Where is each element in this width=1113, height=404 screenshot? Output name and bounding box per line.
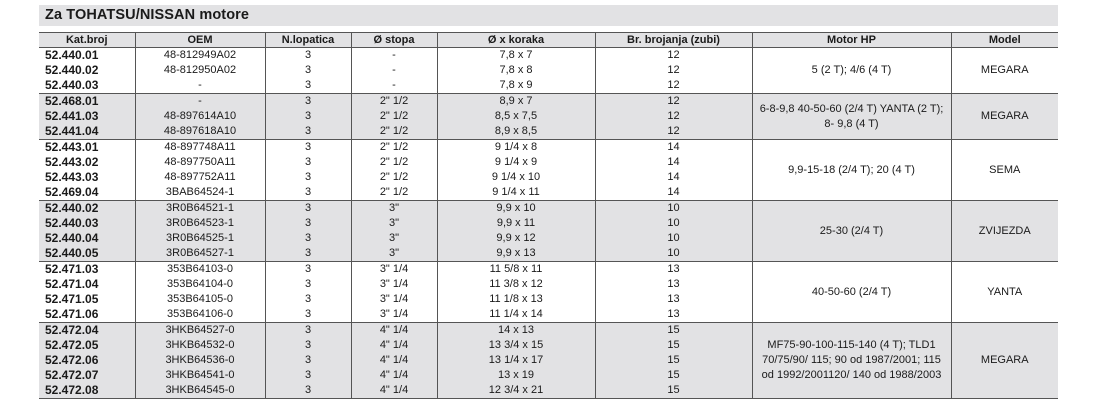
koraka-cell: 8,5 x 7,5 <box>437 109 595 124</box>
zubi-cell: 12 <box>595 124 752 140</box>
oem-cell: 48-897614A10 <box>135 109 265 124</box>
stopa-cell: 3" <box>351 201 437 217</box>
kat-broj-cell: 52.472.06 <box>39 353 135 368</box>
n-lopatica-cell: 3 <box>265 94 351 110</box>
zubi-cell: 13 <box>595 307 752 323</box>
koraka-cell: 9 1/4 x 9 <box>437 155 595 170</box>
stopa-cell: 2" 1/2 <box>351 140 437 156</box>
model-cell: YANTA <box>951 262 1058 323</box>
koraka-cell: 8,9 x 7 <box>437 94 595 110</box>
oem-cell: 3BAB64524-1 <box>135 185 265 201</box>
stopa-cell: - <box>351 48 437 64</box>
kat-broj-cell: 52.471.06 <box>39 307 135 323</box>
oem-cell: 3R0B64523-1 <box>135 216 265 231</box>
kat-broj-cell: 52.440.03 <box>39 216 135 231</box>
table-body <box>39 48 1058 399</box>
motor-hp-cell <box>752 94 951 140</box>
table-header-row <box>39 33 1058 48</box>
model-cell: MEGARA <box>951 94 1058 140</box>
zubi-cell: 15 <box>595 323 752 339</box>
n-lopatica-cell: 3 <box>265 246 351 262</box>
stopa-cell: 2" 1/2 <box>351 155 437 170</box>
oem-cell: 353B64106-0 <box>135 307 265 323</box>
kat-broj-cell: 52.472.08 <box>39 383 135 399</box>
column-header-motor-hp: Motor HP <box>752 33 951 48</box>
n-lopatica-cell: 3 <box>265 109 351 124</box>
n-lopatica-cell: 3 <box>265 323 351 339</box>
kat-broj-cell: 52.471.03 <box>45 262 99 276</box>
model-cell: SEMA <box>951 140 1058 201</box>
oem-cell: 48-897618A10 <box>135 124 265 140</box>
oem-cell: 48-897748A11 <box>135 140 265 156</box>
zubi-cell: 12 <box>595 109 752 124</box>
oem-cell: 3HKB64545-0 <box>135 383 265 399</box>
zubi-cell: 15 <box>595 338 752 353</box>
kat-broj-cell: 52.471.05 <box>45 292 99 306</box>
oem-cell: - <box>135 94 265 110</box>
n-lopatica-cell: 3 <box>265 368 351 383</box>
koraka-cell: 12 3/4 x 21 <box>437 383 595 399</box>
zubi-cell: 12 <box>595 94 752 110</box>
zubi-cell: 13 <box>595 277 752 292</box>
zubi-cell: 13 <box>595 292 752 307</box>
n-lopatica-cell: 3 <box>265 262 351 278</box>
stopa-cell: 4" 1/4 <box>351 383 437 399</box>
oem-cell: 48-897750A11 <box>135 155 265 170</box>
koraka-cell: 7,8 x 9 <box>437 78 595 94</box>
n-lopatica-cell: 3 <box>265 78 351 94</box>
zubi-cell: 15 <box>595 368 752 383</box>
kat-broj-cell: 52.440.02 <box>45 63 99 77</box>
column-header-stopa: Ø stopa <box>351 33 437 48</box>
stopa-cell: 3" 1/4 <box>351 262 437 278</box>
table-row <box>39 201 1058 217</box>
kat-broj-cell: 52.472.04 <box>39 323 135 339</box>
motor-hp-text: 40-50-60 (2/4 T) <box>811 285 892 298</box>
n-lopatica-cell: 3 <box>265 63 351 78</box>
n-lopatica-cell: 3 <box>265 307 351 323</box>
motor-hp-cell <box>752 201 951 262</box>
motor-hp-text: 9,9-15-18 (2/4 T); 20 (4 T) <box>788 163 915 176</box>
motor-hp-text: 5 (2 T); 4/6 (4 T) <box>811 64 892 76</box>
zubi-cell: 15 <box>595 353 752 368</box>
n-lopatica-cell: 3 <box>265 353 351 368</box>
zubi-cell: 10 <box>595 201 752 217</box>
zubi-cell: 12 <box>595 48 752 64</box>
koraka-cell: 9,9 x 13 <box>437 246 595 262</box>
zubi-cell: 10 <box>595 231 752 246</box>
koraka-cell: 14 x 13 <box>437 323 595 339</box>
column-header-oem: OEM <box>135 33 265 48</box>
motor-hp-cell <box>752 140 951 201</box>
koraka-cell: 9 1/4 x 11 <box>437 185 595 201</box>
n-lopatica-cell: 3 <box>265 48 351 64</box>
zubi-cell: 13 <box>595 262 752 278</box>
kat-broj-cell: 52.440.01 <box>45 48 99 62</box>
motor-hp-text: MF75-90-100-115-140 (4 T); TLD1 70/75/90/ 115; 90 od 1987/2001; 115 od 1992/2001120/ 140 od 1988/2003 <box>761 339 942 381</box>
oem-cell: 48-812950A02 <box>135 63 265 78</box>
kat-broj-cell: 52.440.04 <box>39 231 135 246</box>
stopa-cell: 3" <box>351 246 437 262</box>
column-header-model: Model <box>951 33 1058 48</box>
n-lopatica-cell: 3 <box>265 231 351 246</box>
model-cell: ZVIJEZDA <box>951 201 1058 262</box>
motor-hp-text: 6-8-9,8 40-50-60 (2/4 T) YANTA (2 T); 8- 9,8 (4 T) <box>759 102 944 130</box>
n-lopatica-cell: 3 <box>265 124 351 140</box>
n-lopatica-cell: 3 <box>265 185 351 201</box>
koraka-cell: 7,8 x 8 <box>437 63 595 78</box>
section-title: Za TOHATSU/NISSAN motore <box>45 7 250 23</box>
n-lopatica-cell: 3 <box>265 201 351 217</box>
oem-cell: 353B64103-0 <box>135 262 265 278</box>
motor-hp-cell <box>752 323 951 399</box>
oem-cell: 353B64104-0 <box>135 277 265 292</box>
stopa-cell: 3" 1/4 <box>351 277 437 292</box>
stopa-cell: 4" 1/4 <box>351 368 437 383</box>
koraka-cell: 9 1/4 x 8 <box>437 140 595 156</box>
n-lopatica-cell: 3 <box>265 216 351 231</box>
oem-cell: 3R0B64521-1 <box>135 201 265 217</box>
kat-broj-cell: 52.443.02 <box>45 155 99 169</box>
koraka-cell: 13 3/4 x 15 <box>437 338 595 353</box>
motor-hp-cell <box>752 262 951 323</box>
stopa-cell: 2" 1/2 <box>351 109 437 124</box>
stopa-cell: 4" 1/4 <box>351 323 437 339</box>
kat-broj-cell: 52.472.05 <box>39 338 135 353</box>
stopa-cell: 2" 1/2 <box>351 185 437 201</box>
stopa-cell: - <box>351 63 437 78</box>
table-row <box>39 94 1058 110</box>
kat-broj-cell: 52.472.07 <box>39 368 135 383</box>
koraka-cell: 11 1/8 x 13 <box>437 292 595 307</box>
table-row <box>39 140 1058 156</box>
koraka-cell: 9,9 x 12 <box>437 231 595 246</box>
kat-broj-cell: 52.471.04 <box>45 277 99 291</box>
zubi-cell: 14 <box>595 140 752 156</box>
kat-broj-cell: 52.441.04 <box>39 124 135 140</box>
kat-broj-cell: 52.468.01 <box>39 94 135 110</box>
koraka-cell: 13 1/4 x 17 <box>437 353 595 368</box>
stopa-cell: 2" 1/2 <box>351 170 437 185</box>
stopa-cell: 4" 1/4 <box>351 353 437 368</box>
kat-broj-cell: 52.443.03 <box>45 170 99 184</box>
table-row <box>39 323 1058 339</box>
n-lopatica-cell: 3 <box>265 140 351 156</box>
n-lopatica-cell: 3 <box>265 155 351 170</box>
section-title-bar <box>39 5 1058 26</box>
zubi-cell: 12 <box>595 78 752 94</box>
kat-broj-cell: 52.440.03 <box>39 78 135 94</box>
oem-cell: 3HKB64541-0 <box>135 368 265 383</box>
oem-cell: 353B64105-0 <box>135 292 265 307</box>
oem-cell: 3HKB64536-0 <box>135 353 265 368</box>
koraka-cell: 13 x 19 <box>437 368 595 383</box>
zubi-cell: 10 <box>595 216 752 231</box>
stopa-cell: 3" <box>351 216 437 231</box>
oem-cell: 48-812949A02 <box>135 48 265 64</box>
oem-cell: 3R0B64525-1 <box>135 231 265 246</box>
propeller-table <box>39 32 1058 399</box>
koraka-cell: 11 3/8 x 12 <box>437 277 595 292</box>
stopa-cell: - <box>351 78 437 94</box>
stopa-cell: 4" 1/4 <box>351 338 437 353</box>
koraka-cell: 9,9 x 10 <box>437 201 595 217</box>
table-row <box>39 262 1058 278</box>
zubi-cell: 14 <box>595 185 752 201</box>
stopa-cell: 3" 1/4 <box>351 292 437 307</box>
kat-broj-cell: 52.469.04 <box>39 185 135 201</box>
oem-cell: - <box>135 78 265 94</box>
n-lopatica-cell: 3 <box>265 338 351 353</box>
zubi-cell: 10 <box>595 246 752 262</box>
koraka-cell: 7,8 x 7 <box>437 48 595 64</box>
column-header-n-lopatica: N.lopatica <box>265 33 351 48</box>
stopa-cell: 3" 1/4 <box>351 307 437 323</box>
koraka-cell: 11 1/4 x 14 <box>437 307 595 323</box>
column-header-zubi: Br. brojanja (zubi) <box>595 33 752 48</box>
oem-cell: 3HKB64527-0 <box>135 323 265 339</box>
zubi-cell: 14 <box>595 155 752 170</box>
n-lopatica-cell: 3 <box>265 292 351 307</box>
n-lopatica-cell: 3 <box>265 277 351 292</box>
column-header-kat-broj: Kat.broj <box>39 33 135 48</box>
motor-hp-text: 25-30 (2/4 T) <box>819 224 884 237</box>
n-lopatica-cell: 3 <box>265 383 351 399</box>
koraka-cell: 9,9 x 11 <box>437 216 595 231</box>
kat-broj-cell: 52.443.01 <box>45 140 99 154</box>
table-row <box>39 48 1058 64</box>
model-cell: MEGARA <box>951 48 1058 94</box>
model-cell: MEGARA <box>951 323 1058 399</box>
oem-cell: 48-897752A11 <box>135 170 265 185</box>
koraka-cell: 9 1/4 x 10 <box>437 170 595 185</box>
stopa-cell: 2" 1/2 <box>351 94 437 110</box>
n-lopatica-cell: 3 <box>265 170 351 185</box>
stopa-cell: 3" <box>351 231 437 246</box>
koraka-cell: 11 5/8 x 11 <box>437 262 595 278</box>
kat-broj-cell: 52.440.02 <box>39 201 135 217</box>
stopa-cell: 2" 1/2 <box>351 124 437 140</box>
zubi-cell: 15 <box>595 383 752 399</box>
kat-broj-cell: 52.440.05 <box>39 246 135 262</box>
kat-broj-cell: 52.441.03 <box>39 109 135 124</box>
oem-cell: 3HKB64532-0 <box>135 338 265 353</box>
zubi-cell: 14 <box>595 170 752 185</box>
zubi-cell: 12 <box>595 63 752 78</box>
koraka-cell: 8,9 x 8,5 <box>437 124 595 140</box>
oem-cell: 3R0B64527-1 <box>135 246 265 262</box>
motor-hp-cell <box>752 48 951 94</box>
column-header-koraka: Ø x koraka <box>437 33 595 48</box>
